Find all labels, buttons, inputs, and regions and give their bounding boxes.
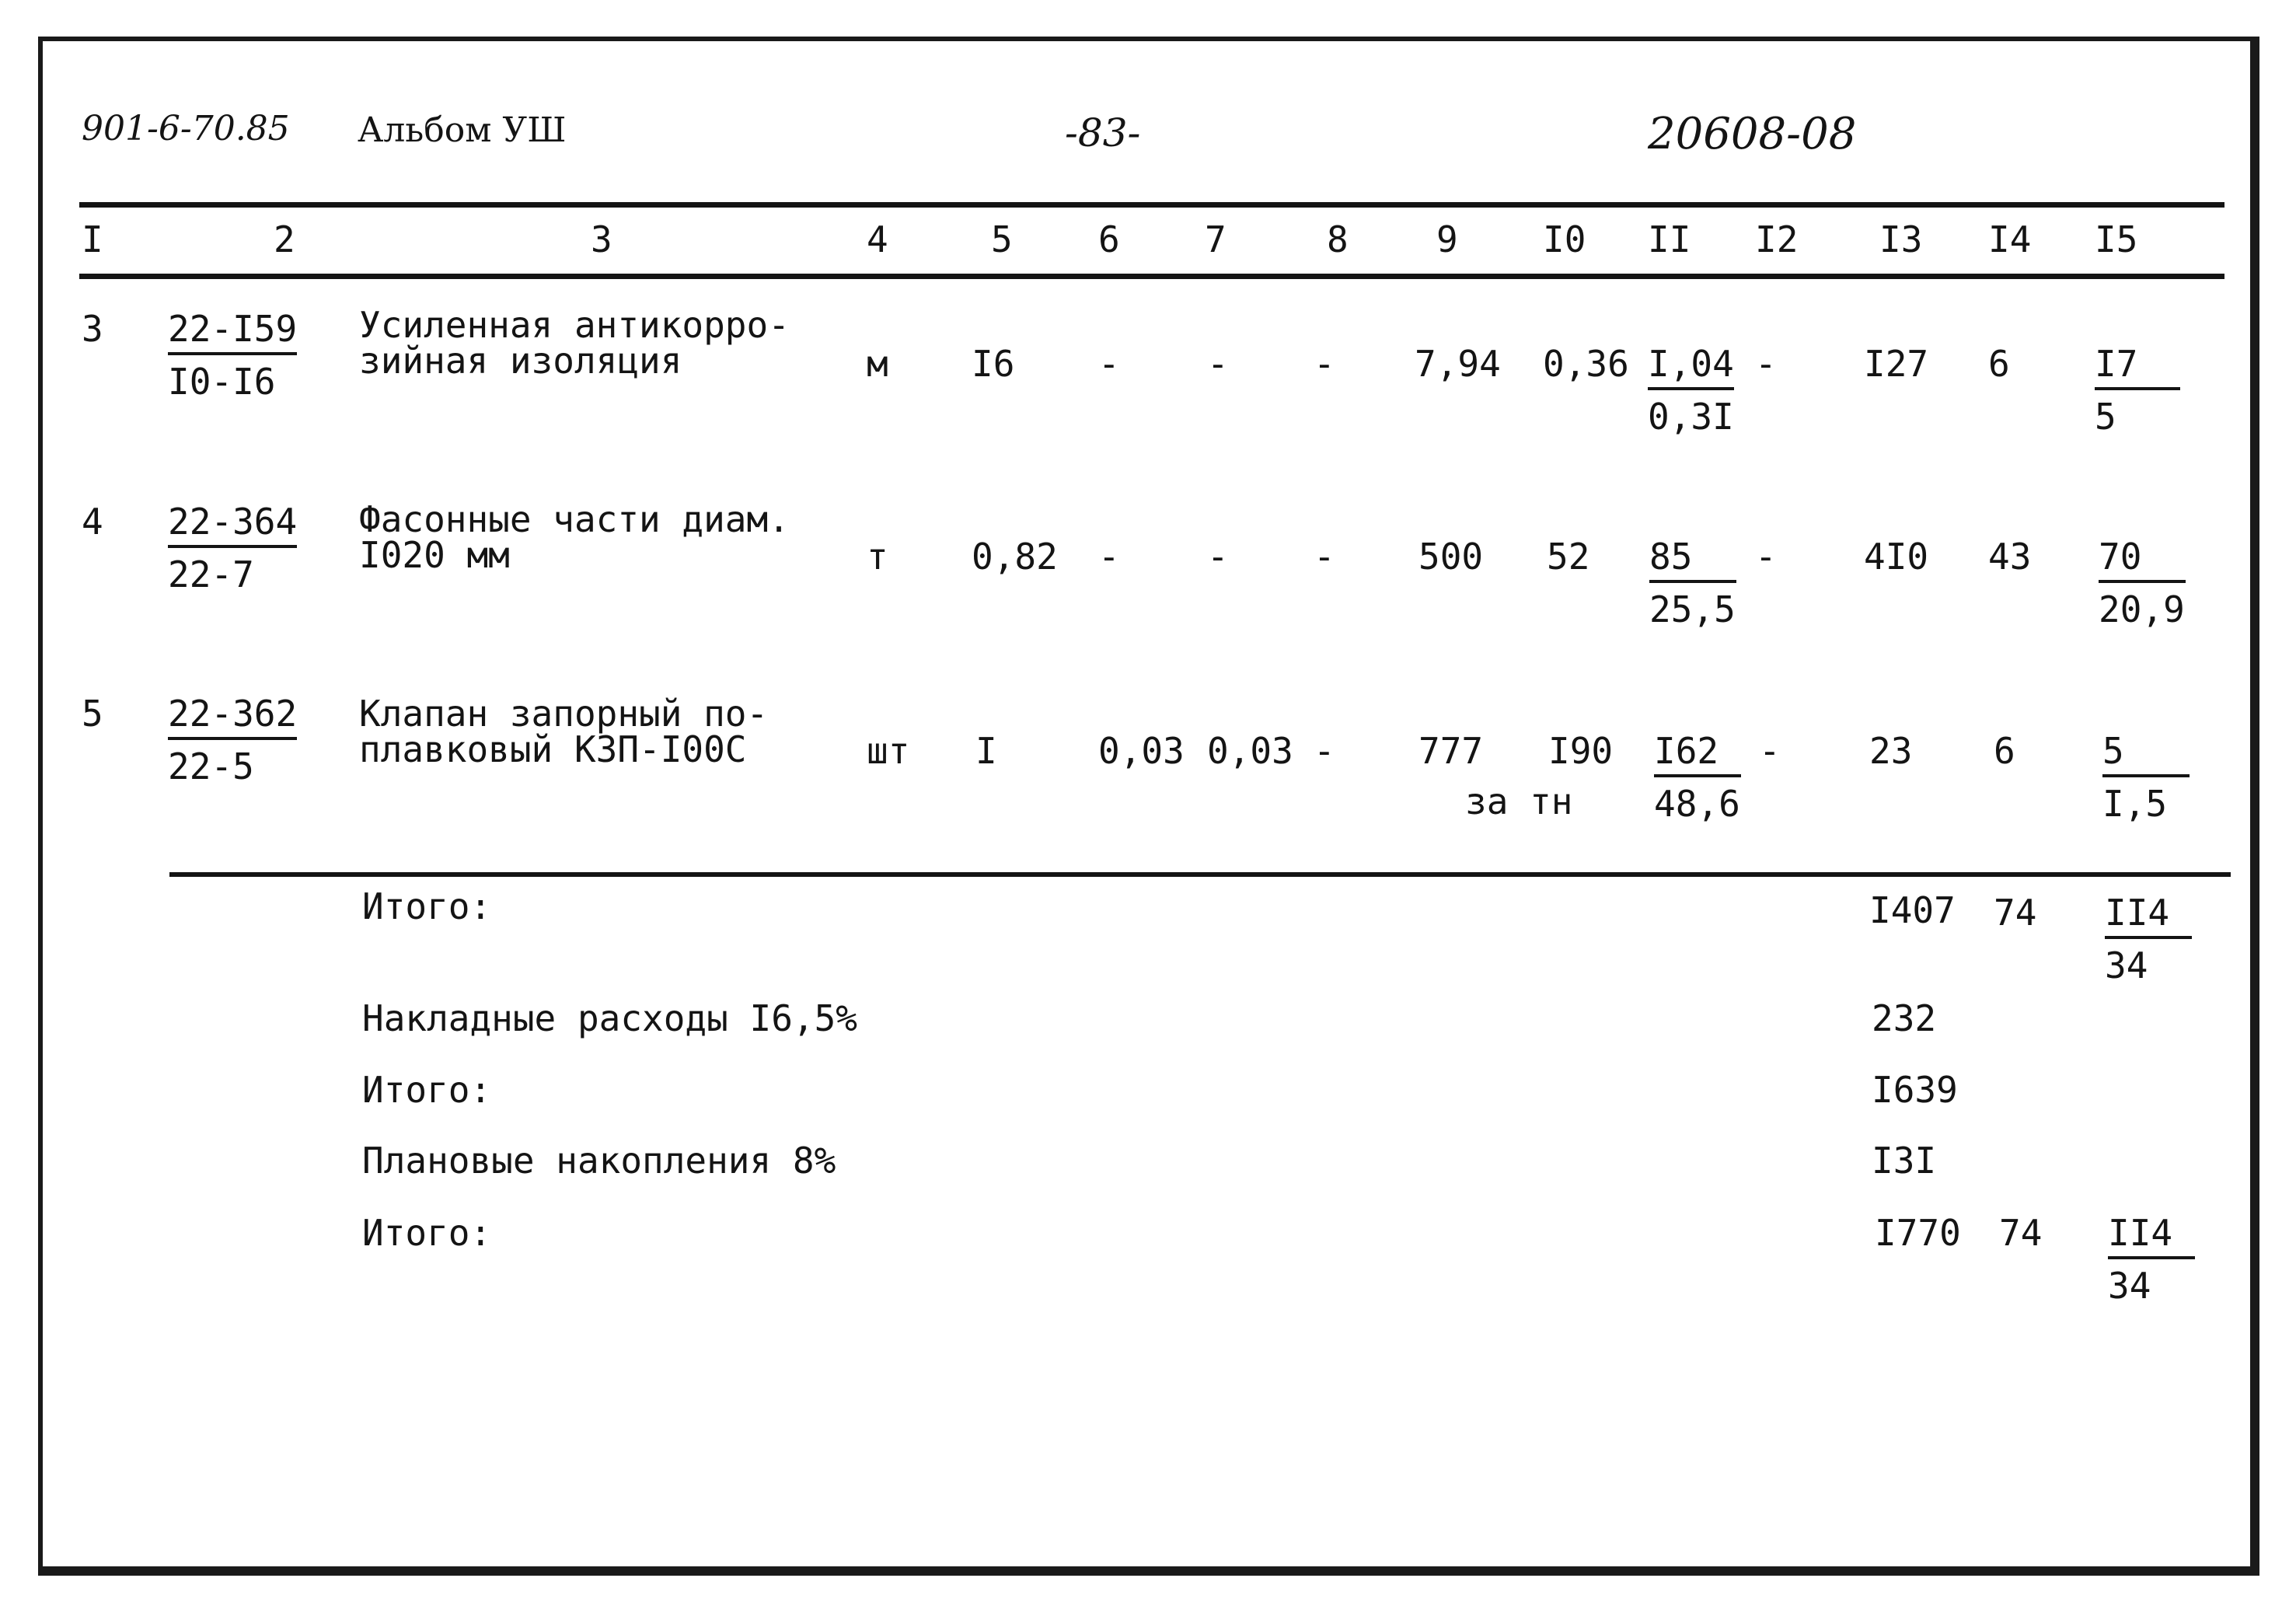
document-code: 20608-08 — [1648, 109, 1857, 159]
col-10-value: 0,36 — [1543, 343, 1629, 385]
unit: шт — [867, 730, 910, 772]
summary-col-15-fraction — [2105, 891, 2192, 987]
summary-col-13: I3I — [1872, 1140, 1937, 1182]
price-code-bottom: 22-7 — [168, 553, 254, 595]
col-11-fraction — [1649, 535, 1736, 631]
col-12-value: - — [1759, 730, 1781, 772]
col-header-2: 2 — [274, 218, 295, 260]
col-15-bottom: I,5 — [2102, 783, 2168, 825]
quantity: I6 — [972, 343, 1015, 385]
col-header-7: 7 — [1205, 218, 1227, 260]
col-11-top: I62 — [1654, 729, 1741, 777]
row-number: 3 — [82, 308, 103, 350]
col-12-value: - — [1755, 536, 1777, 578]
summary-col-13: I407 — [1869, 889, 1956, 931]
col-15-fraction — [2099, 535, 2186, 631]
col-14-value: 6 — [1988, 343, 2010, 385]
project-code: 901-6-70.85 — [82, 109, 290, 148]
summary-label: Итого: — [362, 1212, 492, 1254]
unit: м — [867, 343, 888, 385]
summary-col-15-bottom: 34 — [2105, 944, 2148, 986]
summary-col-13: 232 — [1872, 997, 1937, 1039]
quantity: I — [975, 730, 997, 772]
summary-label: Накладные расходы I6,5% — [362, 997, 857, 1039]
header-rule-bottom — [79, 274, 2224, 279]
per-ton-note: за тн — [1465, 780, 1573, 822]
price-code-top: 22-362 — [168, 692, 297, 740]
col-header-5: 5 — [991, 218, 1013, 260]
col-15-top: 70 — [2099, 535, 2186, 583]
description-line-2: I020 мм — [359, 534, 510, 576]
col-15-bottom: 20,9 — [2099, 588, 2185, 630]
col-14-value: 43 — [1988, 536, 2032, 578]
page-frame — [38, 37, 2259, 1576]
col-13-value: 23 — [1869, 730, 1913, 772]
row-number: 4 — [82, 501, 103, 543]
col-11-bottom: 48,6 — [1654, 783, 1740, 825]
col-9-value: 777 — [1418, 730, 1484, 772]
col-header-8: 8 — [1327, 218, 1349, 260]
price-code-top: 22-I59 — [168, 307, 297, 355]
col-13-value: I27 — [1864, 343, 1929, 385]
col-14-value: 6 — [1994, 730, 2015, 772]
price-code — [168, 692, 297, 788]
summary-col-14: 74 — [1999, 1212, 2043, 1254]
col-7-value: - — [1207, 536, 1229, 578]
col-15-bottom: 5 — [2095, 396, 2116, 438]
summary-col-15-top: II4 — [2108, 1211, 2195, 1259]
description-line-2: плавковый КЗП-I00С — [359, 728, 747, 770]
col-7-value: - — [1207, 343, 1229, 385]
col-6-value: - — [1098, 536, 1120, 578]
row-number: 5 — [82, 693, 103, 735]
summary-col-14: 74 — [1994, 892, 2037, 934]
col-11-fraction — [1648, 342, 1734, 438]
col-6-value: 0,03 — [1098, 730, 1185, 772]
price-code-bottom: 22-5 — [168, 745, 254, 787]
description-line-1: Усиленная антикорро- — [359, 304, 790, 346]
col-8-value: - — [1314, 730, 1335, 772]
price-code-top: 22-364 — [168, 500, 297, 548]
col-12-value: - — [1755, 343, 1777, 385]
album-label: Альбом УШ — [358, 110, 567, 150]
col-header-6: 6 — [1098, 218, 1120, 260]
header-rule-top — [79, 202, 2224, 208]
col-9-value: 7,94 — [1415, 343, 1501, 385]
quantity: 0,82 — [972, 536, 1058, 578]
col-15-fraction — [2095, 342, 2180, 438]
summary-label: Плановые накопления 8% — [362, 1140, 836, 1182]
col-header-10: I0 — [1543, 218, 1586, 260]
col-header-12: I2 — [1755, 218, 1799, 260]
price-code — [168, 307, 297, 403]
description-line-1: Фасонные части диам. — [359, 498, 790, 540]
col-13-value: 4I0 — [1864, 536, 1929, 578]
col-8-value: - — [1314, 536, 1335, 578]
description-line-1: Клапан запорный по- — [359, 693, 769, 735]
col-header-11: II — [1648, 218, 1691, 260]
col-11-top: I,04 — [1648, 342, 1734, 390]
summary-col-13: I770 — [1875, 1212, 1961, 1254]
col-9-value: 500 — [1418, 536, 1484, 578]
col-6-value: - — [1098, 343, 1120, 385]
col-7-value: 0,03 — [1207, 730, 1293, 772]
col-header-4: 4 — [867, 218, 888, 260]
summary-label: Итого: — [362, 1069, 492, 1111]
summary-col-15-top: II4 — [2105, 891, 2192, 939]
page-number: -83- — [1065, 110, 1141, 155]
col-header-13: I3 — [1879, 218, 1923, 260]
col-header-9: 9 — [1436, 218, 1458, 260]
summary-label: Итого: — [362, 885, 492, 927]
col-header-15: I5 — [2095, 218, 2138, 260]
col-10-value: 52 — [1547, 536, 1590, 578]
unit: т — [867, 536, 888, 578]
totals-divider — [169, 872, 2231, 877]
col-15-fraction — [2102, 729, 2190, 826]
col-15-top: I7 — [2095, 342, 2180, 390]
col-11-fraction — [1654, 729, 1741, 826]
col-header-3: 3 — [591, 218, 612, 260]
col-11-bottom: 25,5 — [1649, 588, 1736, 630]
summary-col-15-fraction — [2108, 1211, 2195, 1307]
summary-col-13: I639 — [1872, 1069, 1958, 1111]
description-line-2: зийная изоляция — [359, 340, 682, 382]
col-11-bottom: 0,3I — [1648, 396, 1734, 438]
col-header-1: I — [82, 218, 103, 260]
col-8-value: - — [1314, 343, 1335, 385]
price-code-bottom: I0-I6 — [168, 361, 276, 403]
price-code — [168, 500, 297, 596]
col-11-top: 85 — [1649, 535, 1736, 583]
summary-col-15-bottom: 34 — [2108, 1265, 2151, 1307]
col-header-14: I4 — [1988, 218, 2032, 260]
col-15-top: 5 — [2102, 729, 2190, 777]
col-10-value: I90 — [1548, 730, 1614, 772]
